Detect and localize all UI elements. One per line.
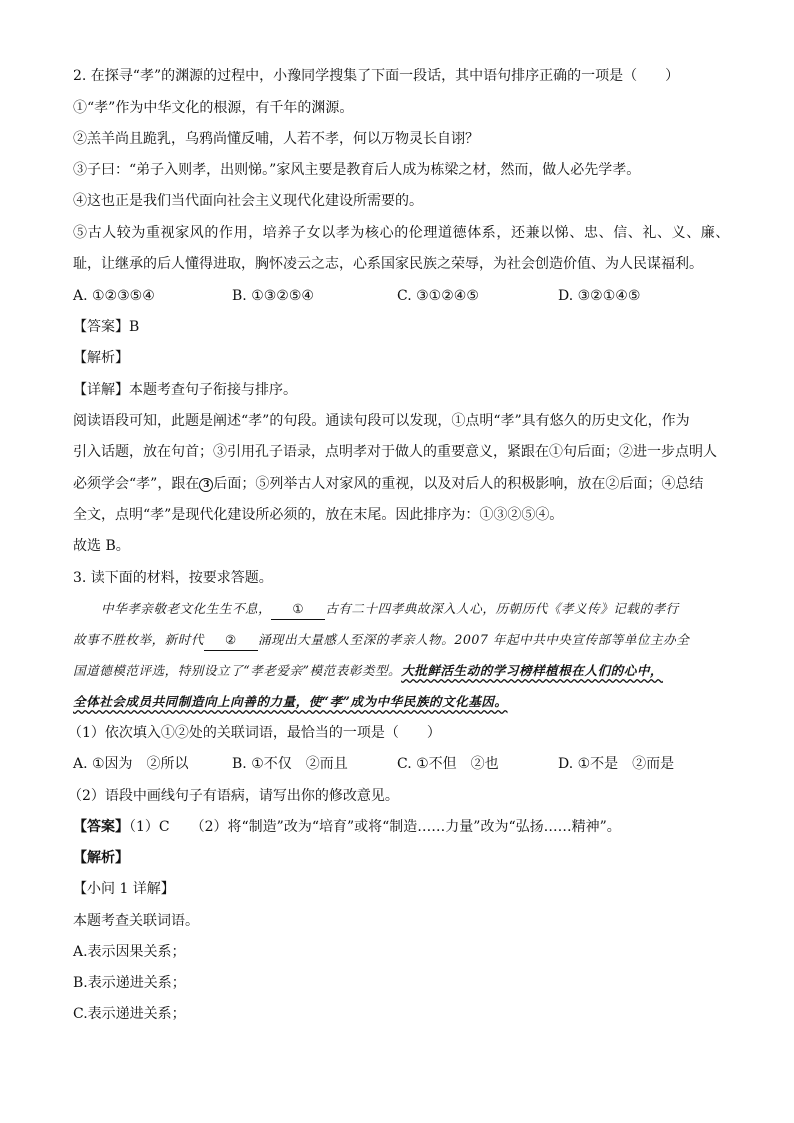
circled-three-mark: 3 [199,478,213,492]
q2-explanation-3 [73,474,703,494]
q3-analysis-label: 【解析】 [73,850,129,866]
q2-options [73,286,733,306]
q2-explanation-3a: 必须学会“孝”，跟在 [73,476,200,492]
q2-sentence-5b: 耻，让继承的后人懂得进取，胸怀凌云之志，心系国家民族之荣辱，为社会创造价值、为人民谋福利。 [73,256,703,272]
q3-explain-a: A.表示因果关系； [73,944,186,960]
q3-material-line-2 [73,630,689,650]
q3-answer [73,817,621,837]
underlined-sentence: 全体社会成员共同制造向上向善的力量，使“孝”成为中华民族的文化基因。 [73,694,508,709]
q3-sub-question-1: （1）依次填入①②处的关联词语，最恰当的一项是（ ） [68,725,441,741]
q2-explanation-4: 全文，点明“孝”是现代化建设所必须的，放在末尾。因此排序为：①③②⑤④。 [73,507,564,523]
q3-material-line-4 [73,692,508,712]
q3-explain-b: B.表示递进关系； [73,975,186,991]
q2-stem: 2. 在探寻“孝”的渊源的过程中，小豫同学搜集了下面一段话，其中语句排序正确的一项是（ ） [73,68,680,84]
q2-sentence-3: ③子曰：“弟子入则孝，出则悌。”家风主要是教育后人成为栋梁之材，然而，做人必先学孝。 [73,162,641,178]
q2-sentence-5a: ⑤古人较为重视家风的作用，培养子女以孝为核心的伦理道德体系，还兼以悌、忠、信、礼、义、廉、 [73,225,730,241]
q2-answer: 【答案】B [73,319,140,335]
q2-option-a: A. ①②③⑤④ [73,288,155,304]
q2-option-d: D. ③②①④⑤ [558,288,641,304]
q2-conclusion: 故选 B。 [73,538,130,554]
q2-detail: 【详解】本题考查句子衔接与排序。 [73,382,297,398]
q3-options [73,754,733,774]
q2-explanation-3b: 后面；⑤列举古人对家风的重视，以及对后人的积极影响，放在②后面；④总结 [213,476,704,492]
material-text: 涌现出大量感人至深的孝亲人物。2007 年起中共中央宣传部等单位主办全 [257,632,690,647]
q2-sentence-1: ①“孝”作为中华文化的根源，有千年的渊源。 [73,100,354,116]
q2-explanation-2: 引入话题，放在句首；③引用孔子语录，点明孝对于做人的重要意义，紧跟在①句后面；②进一步点明人 [73,444,717,460]
q3-answer-text: （1）C （2）将“制造”改为“培育”或将“制造……力量”改为“弘扬……精神”。 [129,819,621,835]
q3-material-line-3 [73,661,663,681]
q2-option-c: C. ③①②④⑤ [397,288,479,304]
q2-option-b: B. ①③②⑤④ [232,288,314,304]
underlined-sentence: 大批鲜活生动的学习榜样植根在人们的心中， [401,663,664,678]
q2-sentence-4: ④这也正是我们当代面向社会主义现代化建设所需要的。 [73,193,423,209]
q3-stem: 3. 读下面的材料，按要求答题。 [73,570,273,586]
q3-option-b: B. ①不仅 ②而且 [232,756,348,772]
q3-explain-c: C.表示递进关系； [73,1006,186,1022]
q3-material-line-1 [101,599,679,619]
q2-sentence-2: ②羔羊尚且跪乳，乌鸦尚懂反哺，人若不孝，何以万物灵长自诩？ [73,131,479,147]
blank-1: ① [271,599,325,620]
material-text: 国道德模范评选，特别设立了“孝老爱亲”模范表彰类型。 [73,663,402,678]
q3-option-c: C. ①不但 ②也 [397,756,499,772]
q3-test-point: 本题考查关联词语。 [73,913,199,929]
q3-answer-label: 【答案】 [73,819,129,835]
material-text: 古有二十四孝典故深入人心，历朝历代《孝义传》记载的孝行 [325,601,679,616]
q2-analysis-label: 【解析】 [73,350,129,366]
q3-option-d: D. ①不是 ②而是 [558,756,675,772]
q3-small-question-1: 【小问 1 详解】 [73,881,175,897]
q3-option-a: A. ①因为 ②所以 [73,756,189,772]
material-text: 中华孝亲敬老文化生生不息， [101,601,272,616]
blank-2: ② [204,630,258,651]
material-text: 故事不胜枚举，新时代 [73,632,204,647]
q3-sub-question-2: （2）语段中画线句子有语病，请写出你的修改意见。 [68,788,399,804]
q2-explanation-1: 阅读语段可知，此题是阐述“孝”的句段。通读句段可以发现，①点明“孝”具有悠久的历史文化，作为 [73,413,690,429]
